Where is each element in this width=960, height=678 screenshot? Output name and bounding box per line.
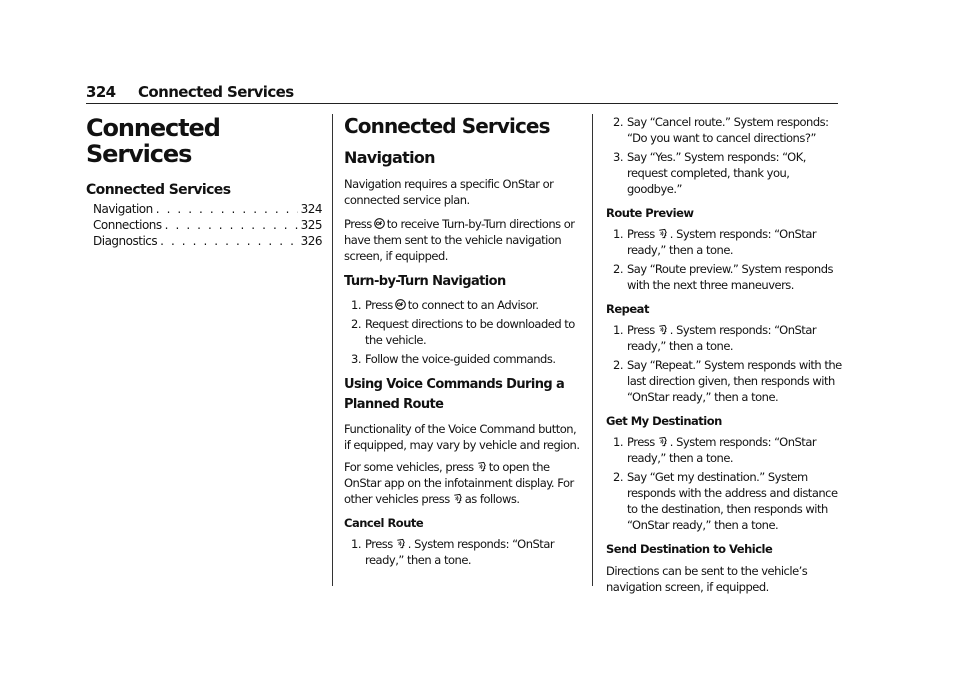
step-number: 1. (613, 227, 623, 241)
text-run: Press (365, 298, 393, 312)
toc-entry-page: 325 (300, 218, 322, 232)
voice-command-icon (395, 538, 406, 549)
steps-list (344, 297, 580, 367)
content-column-3 (606, 114, 842, 595)
step-text: Request directions to be downloaded to the vehicle. (365, 317, 575, 347)
paragraph (344, 216, 580, 264)
list-item (606, 469, 842, 533)
text-run: Press (627, 227, 655, 241)
text-run: to receive Turn-by-Turn directions or have them sent to the vehicle navigation screen, if equipped. (344, 217, 575, 263)
steps-list (606, 226, 842, 293)
voice-command-icon (476, 461, 487, 472)
list-item (606, 114, 842, 146)
text-run: For some vehicles, press (344, 460, 474, 474)
toc-section-heading: Connected Services (86, 182, 231, 198)
leader-dots (156, 201, 298, 217)
column-divider (592, 114, 593, 586)
paragraph: Functionality of the Voice Command button, if equipped, may vary by vehicle and region. (344, 422, 580, 452)
toc-title: Connected Services (86, 114, 220, 168)
subsection-title: Navigation (344, 148, 435, 167)
text-run: . System responds: “OnStar ready,” then a tone. (627, 323, 817, 353)
text-run: . System responds: “OnStar ready,” then a tone. (627, 435, 817, 465)
section-title: Connected Services (344, 114, 550, 138)
list-item (606, 434, 842, 466)
heading-cancel-route: Cancel Route (344, 516, 424, 530)
list-item (606, 226, 842, 258)
step-number: 3. (613, 150, 623, 164)
list-item (344, 536, 580, 568)
running-title: Connected Services (138, 83, 294, 101)
list-item (344, 297, 580, 313)
text-run: Press (365, 537, 393, 551)
page-header (86, 83, 838, 105)
paragraph (344, 459, 580, 507)
step-text: Follow the voice-guided commands. (365, 352, 556, 366)
text-run: Press (627, 435, 655, 449)
step-number: 1. (351, 298, 361, 312)
column-divider (332, 114, 333, 586)
heading-voice-commands: Using Voice Commands During a Planned Route (344, 377, 565, 412)
toc-entry-connections[interactable] (86, 217, 322, 233)
voice-command-icon (452, 493, 463, 504)
toc-entry-navigation[interactable] (86, 201, 322, 217)
voice-command-icon (657, 436, 668, 447)
step-number: 1. (613, 435, 623, 449)
paragraph: Directions can be sent to the vehicle’s navigation screen, if equipped. (606, 564, 808, 594)
steps-list (344, 536, 580, 568)
step-text: Say “Route preview.” System responds with the next three maneuvers. (627, 262, 833, 292)
step-text (627, 322, 842, 354)
steps-list (606, 322, 842, 405)
text-run: . System responds: “OnStar ready,” then a tone. (627, 227, 817, 257)
heading-send-destination: Send Destination to Vehicle (606, 542, 773, 556)
heading-repeat: Repeat (606, 302, 649, 316)
leader-dots (165, 217, 298, 233)
toc-column (86, 114, 322, 249)
list-item (344, 351, 580, 367)
toc-entry-label: Navigation (93, 202, 153, 216)
step-number: 3. (351, 352, 361, 366)
toc-entry-page: 324 (300, 202, 322, 216)
text-run: Press (627, 323, 655, 337)
step-number: 2. (613, 115, 623, 129)
paragraph: Navigation requires a specific OnStar or connected service plan. (344, 177, 554, 207)
step-text: Say “Repeat.” System responds with the last direction given, then responds with “OnStar ready,” then a tone. (627, 358, 842, 404)
header-rule (86, 103, 838, 104)
page-number: 324 (86, 83, 116, 101)
toc-entry-label: Connections (93, 218, 162, 232)
text-run: as follows. (464, 492, 520, 506)
step-number: 2. (613, 262, 623, 276)
toc-entry-label: Diagnostics (93, 234, 158, 248)
step-text (365, 536, 580, 568)
list-item (606, 149, 842, 197)
step-text: Say “Yes.” System responds: “OK, request completed, thank you, goodbye.” (627, 150, 806, 196)
text-run: Press (344, 217, 372, 231)
onstar-button-icon (395, 299, 406, 310)
step-number: 2. (351, 317, 361, 331)
step-number: 1. (613, 323, 623, 337)
step-text (627, 434, 842, 466)
toc-entry-diagnostics[interactable] (86, 233, 322, 249)
list-item (606, 261, 842, 293)
step-text (365, 297, 580, 313)
list-item (344, 316, 580, 348)
list-item (606, 322, 842, 354)
text-run: to open the OnStar app on the infotainment display. For other vehicles press (344, 460, 574, 506)
step-text: Say “Cancel route.” System responds: “Do you want to cancel directions?” (627, 115, 829, 145)
heading-turn-by-turn: Turn-by-Turn Navigation (344, 274, 506, 289)
steps-list (606, 434, 842, 533)
step-text: Say “Get my destination.” System responds with the address and distance to the destination, then responds with “OnStar ready,” then a tone. (627, 470, 838, 532)
list-item (606, 357, 842, 405)
steps-list (606, 114, 842, 197)
onstar-button-icon (374, 218, 385, 229)
step-number: 1. (351, 537, 361, 551)
voice-command-icon (657, 228, 668, 239)
voice-command-icon (657, 324, 668, 335)
leader-dots (160, 233, 297, 249)
content-column-2 (344, 114, 580, 568)
text-run: . System responds: “OnStar ready,” then a tone. (365, 537, 555, 567)
heading-get-my-destination: Get My Destination (606, 414, 722, 428)
step-text (627, 226, 842, 258)
step-number: 2. (613, 358, 623, 372)
step-number: 2. (613, 470, 623, 484)
toc-entry-page: 326 (300, 234, 322, 248)
heading-route-preview: Route Preview (606, 206, 694, 220)
toc-list (86, 201, 322, 249)
text-run: to connect to an Advisor. (407, 298, 539, 312)
